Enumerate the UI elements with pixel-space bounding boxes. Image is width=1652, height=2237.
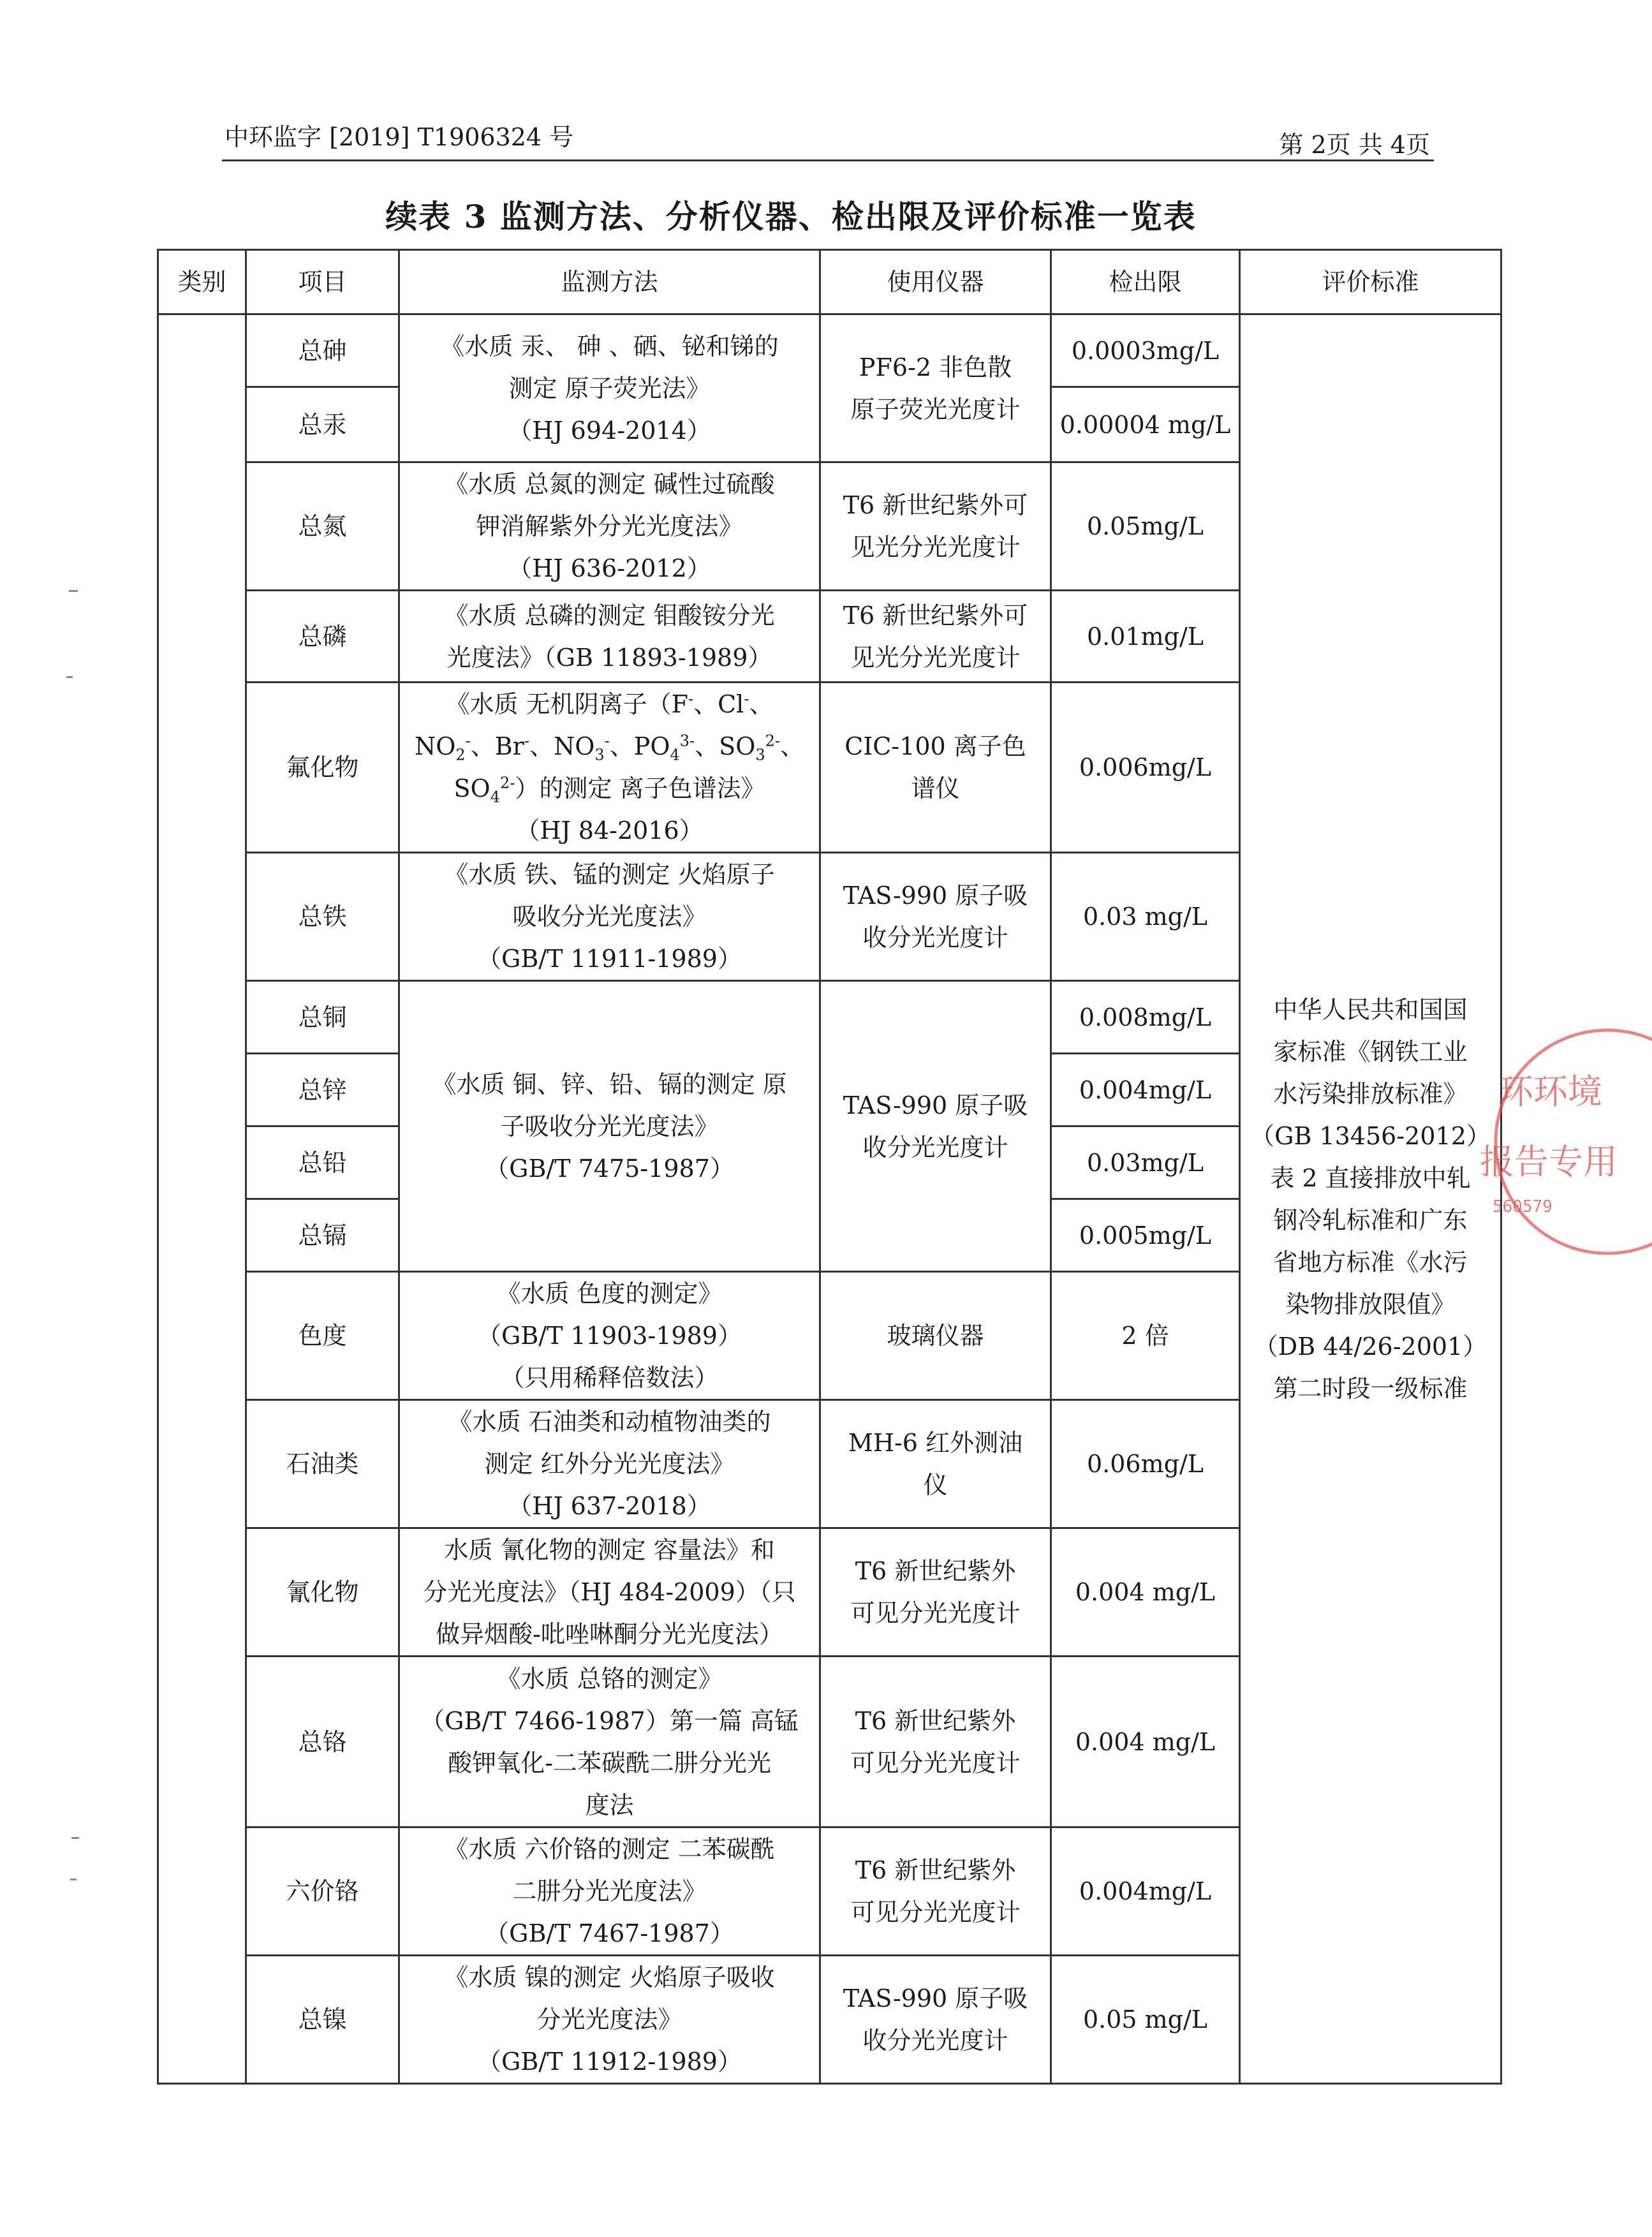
limit-cell: 2 倍	[1051, 1272, 1240, 1400]
instrument-cell: CIC-100 离子色 谱仪	[820, 683, 1051, 853]
item-cell: 石油类	[246, 1400, 399, 1528]
method-cell: 《水质 铁、锰的测定 火焰原子 吸收分光光度法》 （GB/T 11911-1989）	[399, 853, 820, 981]
instrument-cell: T6 新世纪紫外 可见分光光度计	[820, 1528, 1051, 1657]
item-cell: 总镉	[246, 1199, 399, 1272]
method-cell: 《水质 色度的测定》 （GB/T 11903-1989） （只用稀释倍数法）	[399, 1272, 820, 1400]
limit-cell: 0.004mg/L	[1051, 1827, 1240, 1956]
scan-speck	[71, 1837, 79, 1839]
limit-cell: 0.01mg/L	[1051, 591, 1240, 683]
item-cell: 总镍	[246, 1956, 399, 2084]
item-cell: 总磷	[246, 591, 399, 683]
header-rule	[222, 159, 1434, 161]
item-cell: 六价铬	[246, 1827, 399, 1956]
limit-cell: 0.0003mg/L	[1051, 314, 1240, 387]
standard-cell: 中华人民共和国国 家标准《钢铁工业 水污染排放标准》 （GB 13456-2012） 表 2 直接排放中轧 钢冷轧标准和广东 省地方标准《水污 染物排放限值》 （DB 44/26-2001） 第二时段一级标准	[1240, 314, 1501, 2084]
instrument-cell: T6 新世纪紫外可 见光分光光度计	[820, 591, 1051, 683]
item-cell: 总铬	[246, 1657, 399, 1827]
limit-cell: 0.004mg/L	[1051, 1054, 1240, 1126]
col-header-standard: 评价标准	[1240, 250, 1501, 314]
report-number: 中环监字 [2019] T1906324 号	[225, 123, 574, 151]
category-cell	[158, 314, 246, 2084]
scan-speck	[69, 590, 78, 592]
item-cell: 总铜	[246, 981, 399, 1054]
instrument-cell: TAS-990 原子吸 收分光光度计	[820, 981, 1051, 1272]
method-cell: 《水质 石油类和动植物油类的 测定 红外分光光度法》 （HJ 637-2018）	[399, 1400, 820, 1528]
item-cell: 总汞	[246, 387, 399, 462]
col-header-instrument: 使用仪器	[820, 250, 1051, 314]
col-header-category: 类别	[158, 250, 246, 314]
method-cell: 《水质 六价铬的测定 二苯碳酰 二肼分光光度法》 （GB/T 7467-1987）	[399, 1827, 820, 1956]
limit-cell: 0.004 mg/L	[1051, 1657, 1240, 1827]
limit-cell: 0.03mg/L	[1051, 1126, 1240, 1199]
item-cell: 总砷	[246, 314, 399, 387]
seal-text-main: 报告专用	[1480, 1142, 1618, 1182]
item-cell: 总锌	[246, 1054, 399, 1126]
table-title: 续表 3 监测方法、分析仪器、检出限及评价标准一览表	[385, 198, 1197, 235]
col-header-item: 项目	[246, 250, 399, 314]
limit-cell: 0.06mg/L	[1051, 1400, 1240, 1528]
item-cell: 色度	[246, 1272, 399, 1400]
limit-cell: 0.05mg/L	[1051, 462, 1240, 591]
instrument-cell: T6 新世纪紫外 可见分光光度计	[820, 1827, 1051, 1956]
limit-cell: 0.005mg/L	[1051, 1199, 1240, 1272]
limit-cell: 0.004 mg/L	[1051, 1528, 1240, 1657]
item-cell: 总铁	[246, 853, 399, 981]
col-header-limit: 检出限	[1051, 250, 1240, 314]
page-indicator: 第 2页 共 4页	[1279, 131, 1430, 159]
instrument-cell: 玻璃仪器	[820, 1272, 1051, 1400]
limit-cell: 0.006mg/L	[1051, 683, 1240, 853]
item-cell: 总铅	[246, 1126, 399, 1199]
limit-cell: 0.008mg/L	[1051, 981, 1240, 1054]
seal-text-top: 环环境	[1499, 1072, 1602, 1112]
col-header-method: 监测方法	[399, 250, 820, 314]
seal-code: 560579	[1493, 1197, 1552, 1216]
method-cell: 《水质 无机阴离子（F-、Cl-、 $NO_2^-$、Br-、$NO_3^-$、$PO_4^{3-}$、$SO_3^{2-}$、 $SO_4^{2-}$）的测定 离子色谱法》 （HJ 84-2016）	[399, 683, 820, 853]
method-cell: 《水质 汞、 砷 、硒、铋和锑的 测定 原子荧光法》 （HJ 694-2014）	[399, 314, 820, 462]
instrument-cell: MH-6 红外测油 仪	[820, 1400, 1051, 1528]
instrument-cell: TAS-990 原子吸 收分光光度计	[820, 1956, 1051, 2084]
scan-speck	[70, 1879, 77, 1880]
table-header-row	[158, 250, 1501, 314]
method-cell: 《水质 镍的测定 火焰原子吸收 分光光度法》 （GB/T 11912-1989）	[399, 1956, 820, 2084]
instrument-cell: T6 新世纪紫外 可见分光光度计	[820, 1657, 1051, 1827]
item-cell: 氰化物	[246, 1528, 399, 1657]
limit-cell: 0.05 mg/L	[1051, 1956, 1240, 2084]
method-cell: 水质 氰化物的测定 容量法》和 分光光度法》（HJ 484-2009）（只 做异烟酸-吡唑啉酮分光光度法）	[399, 1528, 820, 1657]
limit-cell: 0.03 mg/L	[1051, 853, 1240, 981]
instrument-cell: PF6-2 非色散 原子荧光光度计	[820, 314, 1051, 462]
instrument-cell: T6 新世纪紫外可 见光分光光度计	[820, 462, 1051, 591]
limit-cell: 0.00004 mg/L	[1051, 387, 1240, 462]
method-cell: 《水质 总磷的测定 钼酸铵分光 光度法》（GB 11893-1989）	[399, 591, 820, 683]
methods-table	[157, 249, 1502, 2085]
instrument-cell: TAS-990 原子吸 收分光光度计	[820, 853, 1051, 981]
method-cell: 《水质 总铬的测定》 （GB/T 7466-1987）第一篇 高锰 酸钾氧化-二苯碳酰二肼分光光 度法	[399, 1657, 820, 1827]
method-cell: 《水质 铜、锌、铅、镉的测定 原 子吸收分光光度法》 （GB/T 7475-1987）	[399, 981, 820, 1272]
scan-speck	[66, 676, 73, 678]
item-cell: 氟化物	[246, 683, 399, 853]
table-row	[158, 314, 1501, 387]
method-cell: 《水质 总氮的测定 碱性过硫酸 钾消解紫外分光光度法》 （HJ 636-2012）	[399, 462, 820, 591]
item-cell: 总氮	[246, 462, 399, 591]
